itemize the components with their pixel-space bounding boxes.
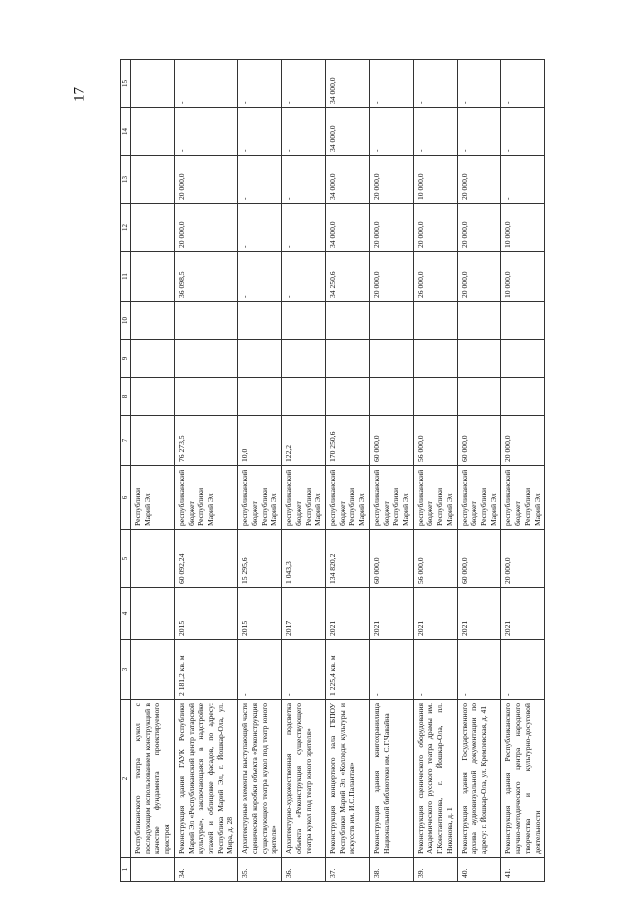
value-col-7: 122,2 (282, 416, 326, 466)
column-number: 13 (121, 156, 131, 204)
value-col-14: - (413, 108, 457, 156)
continuation-source: Республики Марий Эл (131, 466, 175, 530)
column-number: 8 (121, 378, 131, 416)
value-col-10 (325, 302, 369, 340)
capacity: 2 181,2 кв. м (174, 640, 237, 700)
value-col-9 (413, 340, 457, 378)
value-col-13: - (501, 156, 545, 204)
value-col-13: 10 000,0 (413, 156, 457, 204)
value-col-8 (413, 378, 457, 416)
funding-source: республиканский бюджет Республики Марий Эл (282, 466, 326, 530)
column-number: 1 (121, 858, 131, 882)
value-col-7: 10,0 (238, 416, 282, 466)
value-col-10 (457, 302, 501, 340)
cell (131, 340, 175, 378)
cell (131, 252, 175, 302)
value-col-8 (325, 378, 369, 416)
cell (131, 858, 175, 882)
row-number: 41. (501, 858, 545, 882)
column-number: 2 (121, 700, 131, 858)
row-number: 39. (413, 858, 457, 882)
value-col-15: - (282, 60, 326, 108)
value-col-14: - (238, 108, 282, 156)
cell (131, 204, 175, 252)
value-col-12: 34 000,0 (325, 204, 369, 252)
value-col-10 (282, 302, 326, 340)
row-number: 35. (238, 858, 282, 882)
value-col-7: 60 000,0 (369, 416, 413, 466)
estimated-cost: 60 092,24 (174, 530, 237, 588)
estimated-cost: 60 000,0 (457, 530, 501, 588)
object-name: Реконструкция здания книгохранилища Национальной библиотеки им. С.Г.Чавайна (369, 700, 413, 858)
value-col-11: 26 000,0 (413, 252, 457, 302)
table-row (457, 60, 501, 882)
value-col-15: - (457, 60, 501, 108)
funding-source: республиканский бюджет Республики Марий Эл (174, 466, 237, 530)
column-number: 3 (121, 640, 131, 700)
value-col-11: 20 000,0 (369, 252, 413, 302)
value-col-11: - (238, 252, 282, 302)
value-col-9 (238, 340, 282, 378)
completion-year: 2017 (282, 588, 326, 640)
capacity: - (413, 640, 457, 700)
value-col-12: - (238, 204, 282, 252)
cell (131, 416, 175, 466)
estimated-cost: 134 820,2 (325, 530, 369, 588)
value-col-7: 170 250,6 (325, 416, 369, 466)
column-number: 6 (121, 466, 131, 530)
table-row (325, 60, 369, 882)
funding-source: республиканский бюджет Республики Марий Эл (238, 466, 282, 530)
completion-year: 2015 (174, 588, 237, 640)
value-col-8 (369, 378, 413, 416)
value-col-12: 20 000,0 (369, 204, 413, 252)
capacity: - (457, 640, 501, 700)
capacity: - (501, 640, 545, 700)
value-col-11: 36 098,5 (174, 252, 237, 302)
value-col-14: - (501, 108, 545, 156)
cell (131, 302, 175, 340)
funding-source: республиканский бюджет Республики Марий Эл (325, 466, 369, 530)
value-col-14: - (369, 108, 413, 156)
value-col-15: - (238, 60, 282, 108)
completion-year: 2021 (325, 588, 369, 640)
investment-table (120, 59, 545, 882)
value-col-12: 20 000,0 (174, 204, 237, 252)
estimated-cost: 1 043,3 (282, 530, 326, 588)
value-col-9 (369, 340, 413, 378)
column-number: 5 (121, 530, 131, 588)
completion-year: 2021 (413, 588, 457, 640)
value-col-11: 34 250,6 (325, 252, 369, 302)
value-col-13: 20 000,0 (174, 156, 237, 204)
value-col-10 (413, 302, 457, 340)
value-col-13: 34 000,0 (325, 156, 369, 204)
value-col-14: - (174, 108, 237, 156)
capacity: - (369, 640, 413, 700)
table-row (282, 60, 326, 882)
column-number: 11 (121, 252, 131, 302)
value-col-7: 20 000,0 (501, 416, 545, 466)
table-row (174, 60, 237, 882)
row-number: 37. (325, 858, 369, 882)
cell (131, 530, 175, 588)
funding-source: республиканский бюджет Республики Марий Эл (413, 466, 457, 530)
column-number-row (121, 60, 131, 882)
value-col-7: 56 000,0 (413, 416, 457, 466)
value-col-8 (174, 378, 237, 416)
value-col-15: - (501, 60, 545, 108)
cell (131, 156, 175, 204)
completion-year: 2015 (238, 588, 282, 640)
cell (131, 108, 175, 156)
row-number: 34. (174, 858, 237, 882)
funding-source: республиканский бюджет Республики Марий Эл (501, 466, 545, 530)
value-col-8 (457, 378, 501, 416)
value-col-9 (282, 340, 326, 378)
object-name: Реконструкция здания Государственного архива аудиовизуальной документации по адресу: г. Йошкар-Ола, ул. Кремлевская, д. 41 (457, 700, 501, 858)
column-number: 15 (121, 60, 131, 108)
estimated-cost: 15 295,6 (238, 530, 282, 588)
value-col-9 (325, 340, 369, 378)
value-col-8 (501, 378, 545, 416)
object-name: Архитектурно-художественная подсветка объекта «Реконструкция существующего театра кукол под театр юного зрителя» (282, 700, 326, 858)
estimated-cost: 20 000,0 (501, 530, 545, 588)
estimated-cost: 56 000,0 (413, 530, 457, 588)
value-col-8 (282, 378, 326, 416)
value-col-13: - (282, 156, 326, 204)
column-number: 14 (121, 108, 131, 156)
column-number: 4 (121, 588, 131, 640)
cell (131, 640, 175, 700)
row-number: 38. (369, 858, 413, 882)
value-col-12: 10 000,0 (501, 204, 545, 252)
capacity: - (238, 640, 282, 700)
funding-source: республиканский бюджет Республики Марий Эл (369, 466, 413, 530)
object-name: Реконструкция здания Республиканского научно-методического центра народного творчества и культурно-досуговой деятельности (501, 700, 545, 858)
capacity: 1 225,4 кв. м (325, 640, 369, 700)
table-row (501, 60, 545, 882)
column-number: 7 (121, 416, 131, 466)
value-col-15: - (174, 60, 237, 108)
value-col-14: 34 000,0 (325, 108, 369, 156)
value-col-7: 60 000,0 (457, 416, 501, 466)
value-col-12: 20 000,0 (457, 204, 501, 252)
capacity: - (282, 640, 326, 700)
completion-year: 2021 (501, 588, 545, 640)
value-col-14: - (282, 108, 326, 156)
value-col-9 (501, 340, 545, 378)
value-col-9 (174, 340, 237, 378)
value-col-15: 34 000,0 (325, 60, 369, 108)
continuation-row (131, 60, 175, 882)
value-col-7: 76 273,5 (174, 416, 237, 466)
column-number: 10 (121, 302, 131, 340)
object-name: Реконструкция концертного зала ГБПОУ Республики Марий Эл «Колледж культуры и искусств им. И.С.Палантая» (325, 700, 369, 858)
object-name: Архитектурные элементы выступающей части сценической коробки объекта «Реконструкция существующего театра кукол под театр юного зрителя» (238, 700, 282, 858)
row-number: 40. (457, 858, 501, 882)
value-col-11: 20 000,0 (457, 252, 501, 302)
value-col-15: - (413, 60, 457, 108)
value-col-10 (501, 302, 545, 340)
cell (131, 378, 175, 416)
value-col-15: - (369, 60, 413, 108)
estimated-cost: 60 000,0 (369, 530, 413, 588)
value-col-12: - (282, 204, 326, 252)
column-number: 12 (121, 204, 131, 252)
rotated-table-container (120, 62, 640, 882)
object-name: Реконструкция сценического оборудования Академического русского театра драмы им. Г.Константинова, г. Йошкар-Ола, пл. Никонова, д. 1 (413, 700, 457, 858)
table-row (413, 60, 457, 882)
value-col-8 (238, 378, 282, 416)
object-name: Реконструкция здания ГАУК Республики Марий Эл «Республиканский центр татарской культуры», заключающаяся в надстройке этажей и облицовке фасадов, по адресу: Республика Марий Эл, г. Йошкар-Ола, ул. Мира, д. 28 (174, 700, 237, 858)
value-col-10 (238, 302, 282, 340)
value-col-14: - (457, 108, 501, 156)
value-col-12: 20 000,0 (413, 204, 457, 252)
value-col-13: 20 000,0 (457, 156, 501, 204)
cell (131, 588, 175, 640)
value-col-11: - (282, 252, 326, 302)
column-number: 9 (121, 340, 131, 378)
continuation-name: Республиканского театра кукол с последующим использованием конструкций в качестве фундамента проектируемого пристроя (131, 700, 175, 858)
page-number: 17 (71, 87, 88, 102)
table-row (369, 60, 413, 882)
value-col-13: - (238, 156, 282, 204)
value-col-10 (369, 302, 413, 340)
value-col-13: 20 000,0 (369, 156, 413, 204)
completion-year: 2021 (369, 588, 413, 640)
table-row (238, 60, 282, 882)
completion-year: 2021 (457, 588, 501, 640)
value-col-9 (457, 340, 501, 378)
value-col-11: 10 000,0 (501, 252, 545, 302)
value-col-10 (174, 302, 237, 340)
cell (131, 60, 175, 108)
funding-source: республиканский бюджет Республики Марий Эл (457, 466, 501, 530)
row-number: 36. (282, 858, 326, 882)
